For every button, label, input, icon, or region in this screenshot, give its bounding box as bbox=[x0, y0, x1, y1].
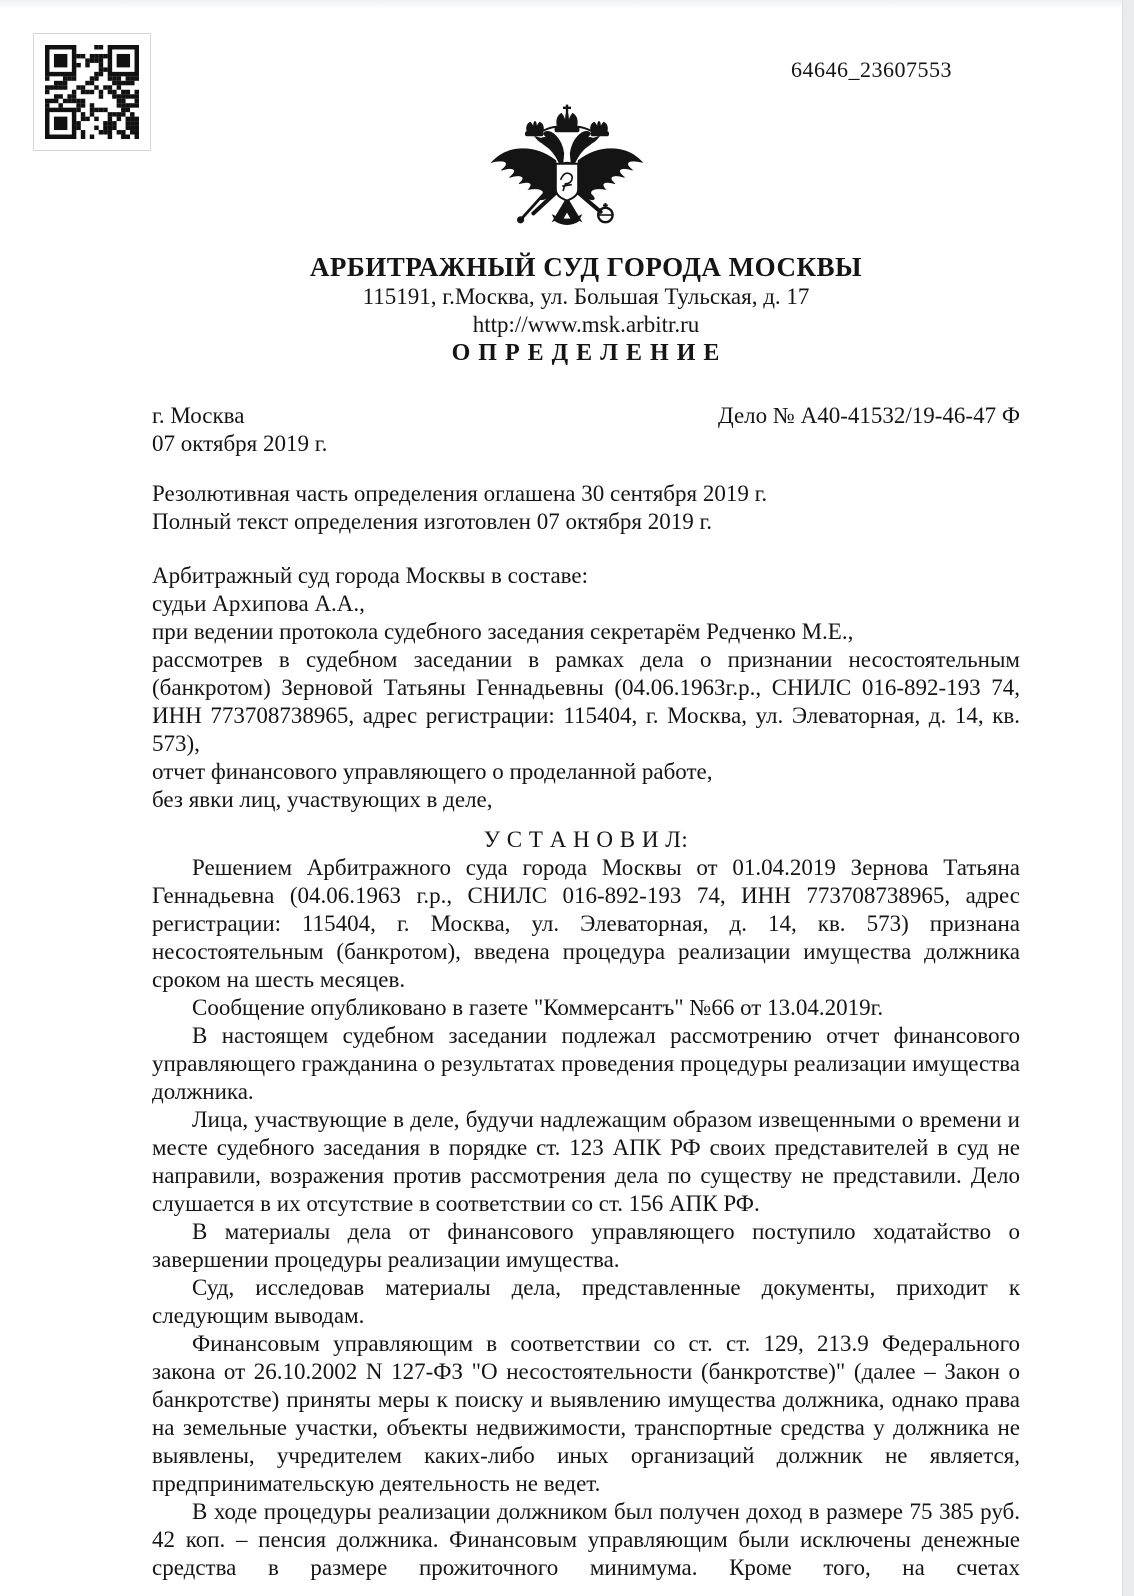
court-name: АРБИТРАЖНЫЙ СУД ГОРОДА МОСКВЫ bbox=[309, 252, 863, 282]
ustanovil-heading: У С Т А Н О В И Л: bbox=[483, 827, 689, 852]
body-paragraph: Финансовым управляющим в соответствии со ст. ст. 129, 213.9 Федерального закона от 26.10.2002 N 127-ФЗ "О несостоятельности (банкротстве)" (далее – Закон о банкротстве) приняты меры к поиску и выявлению имущества должника, однако права на земельные участки, объекты недвижимости, транспортные средства у должника не выявлены, учредителем каких-либо иных организаций должник не является, предпринимательскую деятельность не ведет. bbox=[152, 1331, 1020, 1496]
document-content bbox=[152, 0, 1020, 1582]
composition-line: судьи Архипова А.А., bbox=[152, 591, 365, 616]
body-paragraph: Суд, исследовав материалы дела, представленные документы, приходит к следующим выводам. bbox=[152, 1275, 1020, 1328]
qr-code-icon bbox=[33, 33, 151, 151]
body-paragraph: Решением Арбитражного суда города Москвы от 01.04.2019 Зернова Татьяна Геннадьевна (04.06.1963 г.р., СНИЛС 016-892-193 74, ИНН 773708738965, адрес регистрации: 115404, г. Москва, ул. Элеваторная, д. 14, кв. 573) признана несостоятельным (банкротом), введена процедура реализации имущества должника сроком на шесть месяцев. bbox=[152, 855, 1020, 992]
document-id: 64646_23607553 bbox=[791, 57, 952, 82]
court-website: http://www.msk.arbitr.ru bbox=[472, 312, 700, 337]
composition-line: отчет финансового управляющего о проделанной работе, bbox=[152, 759, 713, 784]
composition-line: при ведении протокола судебного заседания секретарём Редченко М.Е., bbox=[152, 619, 854, 644]
composition-line: Арбитражный суд города Москвы в составе: bbox=[152, 563, 589, 588]
viewer-edge-strip bbox=[1122, 0, 1134, 1596]
composition-line: рассмотрев в судебном заседании в рамках дела о признании несостоятельным (банкротом) Зерновой Татьяны Геннадьевны (04.06.1963г.р., СНИЛС 016-892-193 74, ИНН 773708738965, адрес регистрации: 115404, г. Москва, ул. Элеваторная, д. 14, кв. 573), bbox=[152, 647, 1020, 756]
resolutive-part-line: Резолютивная часть определения оглашена 30 сентября 2019 г. bbox=[152, 481, 768, 506]
court-address: 115191, г.Москва, ул. Большая Тульская, д. 17 bbox=[362, 284, 810, 309]
body-paragraph: Сообщение опубликовано в газете "Коммерсантъ" №66 от 13.04.2019г. bbox=[192, 995, 884, 1020]
case-number: Дело № А40-41532/19-46-47 Ф bbox=[718, 403, 1020, 428]
composition-line: без явки лиц, участвующих в деле, bbox=[152, 787, 493, 812]
full-text-line: Полный текст определения изготовлен 07 октября 2019 г. bbox=[152, 509, 713, 534]
body-paragraph: Лица, участвующие в деле, будучи надлежащим образом извещенными о времени и месте судебного заседания в порядке ст. 123 АПК РФ своих представителей в суд не направили, возражения против рассмотрения дела по существу не представили. Дело слушается в их отсутствие в соответствии со ст. 156 АПК РФ. bbox=[152, 1107, 1020, 1216]
case-meta-row bbox=[152, 402, 1020, 430]
body-paragraph: В ходе процедуры реализации должником был получен доход в размере 75 385 руб. 42 коп. – пенсия должника. Финансовым управляющим были исключены денежные средства в размере прожиточного минимума. Кроме того, на счетах bbox=[152, 1499, 1020, 1580]
decision-date: 07 октября 2019 г. bbox=[152, 431, 328, 456]
city-label: г. Москва bbox=[152, 403, 245, 428]
body-paragraph: В материалы дела от финансового управляющего поступило ходатайство о завершении процедуры реализации имущества. bbox=[152, 1219, 1020, 1272]
body-paragraph: В настоящем судебном заседании подлежал рассмотрению отчет финансового управляющего гражданина о результатах проведения процедуры реализации имущества должника. bbox=[152, 1023, 1020, 1104]
court-composition bbox=[152, 562, 1020, 814]
document-type-title: О П Р Е Д Е Л Е Н И Е bbox=[451, 340, 721, 366]
